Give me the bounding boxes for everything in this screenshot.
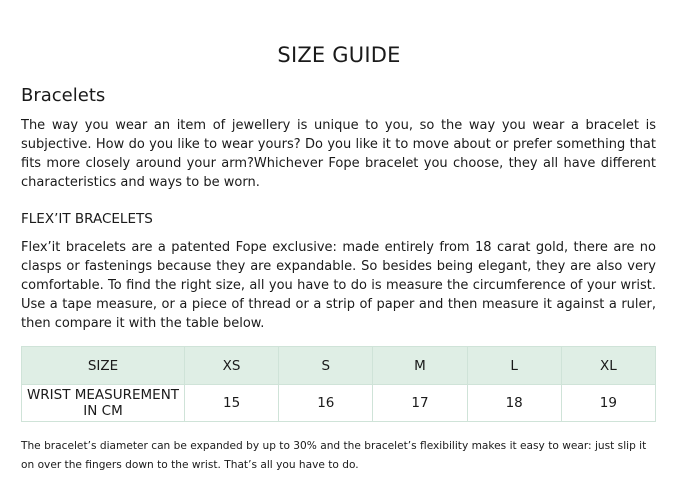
size-header-label: SIZE	[22, 347, 185, 385]
size-table-row	[22, 385, 656, 422]
size-table	[21, 346, 656, 422]
bracelets-intro-paragraph: The way you wear an item of jewellery is unique to you, so the way you wear a bracelet is subjective. How do you like to wear yours? Do you like it to move about or prefer something that fits more closely around your arm?Whichever Fope bracelet you choose, they all have different characteristics and ways to be worn.	[21, 118, 656, 190]
size-header-m: M	[373, 347, 467, 385]
size-table-header-row	[22, 347, 656, 385]
wrist-measurement-label: WRIST MEASUREMENT IN CM	[22, 385, 185, 422]
wrist-measurement-s: 16	[279, 385, 373, 422]
size-header-l: L	[467, 347, 561, 385]
section-heading-bracelets: Bracelets	[21, 85, 106, 106]
page-title: SIZE GUIDE	[277, 43, 401, 67]
section-heading-flexit: FLEX’IT BRACELETS	[21, 211, 153, 227]
wrist-measurement-m: 17	[373, 385, 467, 422]
wrist-measurement-l: 18	[467, 385, 561, 422]
wrist-measurement-xl: 19	[561, 385, 655, 422]
size-header-s: S	[279, 347, 373, 385]
size-header-xs: XS	[185, 347, 279, 385]
flexit-description-paragraph: Flex’it bracelets are a patented Fope exclusive: made entirely from 18 carat gold, there are no clasps or fastenings because they are expandable. So besides being elegant, they are also very comfortable. To find the right size, all you have to do is measure the circumference of your wrist. Use a tape measure, or a piece of thread or a strip of paper and then measure it against a ruler, then compare it with the table below.	[21, 240, 656, 331]
size-note: The bracelet’s diameter can be expanded by up to 30% and the bracelet’s flexibility makes it easy to wear: just slip it on over the fingers down to the wrist. That’s all you have to do.	[21, 440, 647, 471]
wrist-measurement-xs: 15	[185, 385, 279, 422]
size-header-xl: XL	[561, 347, 655, 385]
